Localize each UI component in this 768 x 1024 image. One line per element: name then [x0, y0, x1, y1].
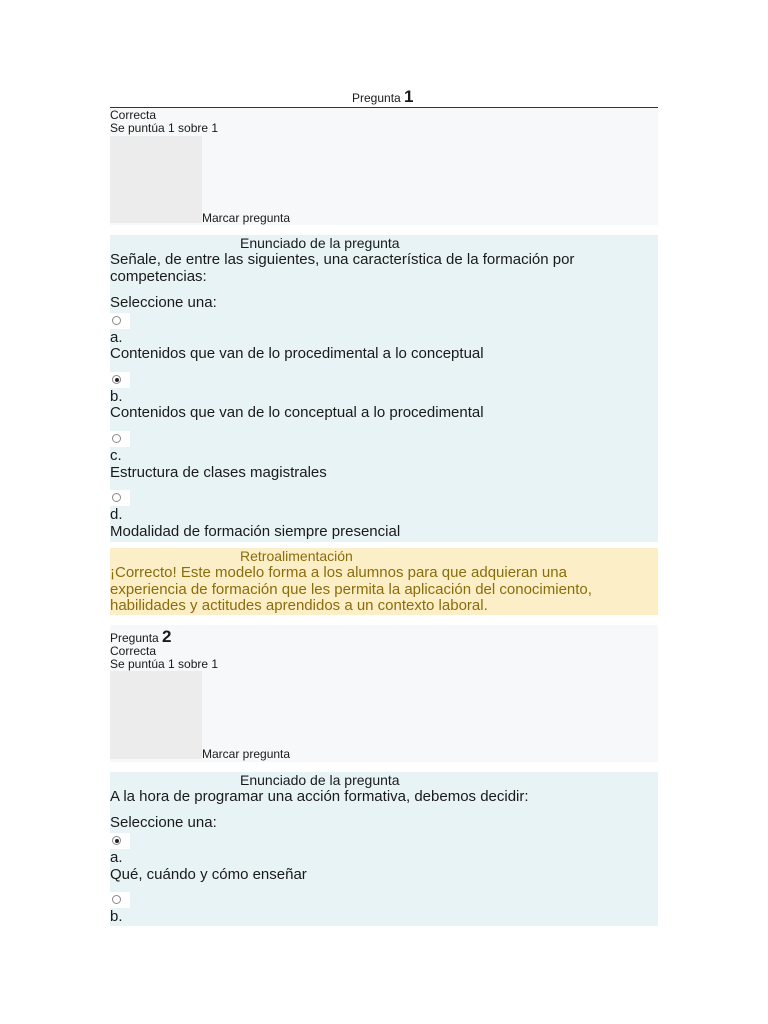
- stem-heading: Enunciado de la pregunta: [240, 235, 400, 251]
- select-prompt: Seleccione una:: [110, 814, 217, 831]
- flag-icon[interactable]: [110, 671, 202, 759]
- option-b-letter: b.: [110, 908, 123, 925]
- flag-question-link[interactable]: Marcar pregunta: [202, 747, 291, 761]
- radio-button-icon[interactable]: [112, 316, 121, 325]
- radio-button-selected-icon[interactable]: [112, 375, 121, 384]
- question-state: Correcta: [110, 108, 157, 122]
- question-stem: A la hora de programar una acción formativa, debemos decidir:: [110, 788, 529, 805]
- question-grade: Se puntúa 1 sobre 1: [110, 121, 219, 135]
- option-a-radio-holder[interactable]: [110, 313, 130, 329]
- select-prompt: Seleccione una:: [110, 294, 217, 311]
- option-c-text[interactable]: Estructura de clases magistrales: [110, 464, 327, 481]
- option-d-text[interactable]: Modalidad de formación siempre presencial: [110, 523, 401, 540]
- radio-button-icon[interactable]: [112, 895, 121, 904]
- flag-icon[interactable]: [110, 136, 202, 223]
- question-1-info: [110, 108, 658, 225]
- option-a-text[interactable]: Contenidos que van de lo procedimental a lo conceptual: [110, 345, 484, 362]
- question-1-content: [110, 235, 658, 542]
- option-a-text[interactable]: Qué, cuándo y cómo enseñar: [110, 866, 307, 883]
- question-stem: Señale, de entre las siguientes, una característica de la formación por competencias:: [110, 251, 575, 285]
- option-d-letter: d.: [110, 506, 123, 523]
- question-label: Pregunta: [110, 631, 159, 645]
- question-number: 2: [162, 627, 172, 646]
- question-number: 1: [404, 87, 414, 106]
- option-c-letter: c.: [110, 447, 122, 464]
- option-b-text[interactable]: Contenidos que van de lo conceptual a lo procedimental: [110, 404, 484, 421]
- question-state: Correcta: [110, 644, 157, 658]
- radio-button-icon[interactable]: [112, 493, 121, 502]
- radio-button-selected-icon[interactable]: [112, 836, 121, 845]
- option-b-radio-holder[interactable]: [110, 372, 130, 388]
- option-a-letter: a.: [110, 849, 123, 866]
- radio-button-icon[interactable]: [112, 434, 121, 443]
- option-a-radio-holder[interactable]: [110, 833, 130, 849]
- option-d-radio-holder[interactable]: [110, 490, 130, 506]
- flag-question-link[interactable]: Marcar pregunta: [202, 211, 291, 225]
- question-grade: Se puntúa 1 sobre 1: [110, 657, 219, 671]
- question-1-feedback: [110, 548, 658, 615]
- question-1-title: [352, 87, 414, 107]
- option-b-radio-holder[interactable]: [110, 892, 130, 908]
- option-c-radio-holder[interactable]: [110, 431, 130, 447]
- question-2-info: [110, 625, 658, 762]
- option-a-letter: a.: [110, 329, 123, 346]
- question-2-content: [110, 772, 658, 926]
- feedback-heading: Retroalimentación: [240, 548, 353, 564]
- stem-heading: Enunciado de la pregunta: [240, 772, 400, 788]
- question-label: Pregunta: [352, 91, 401, 105]
- option-b-letter: b.: [110, 388, 123, 405]
- feedback-text: ¡Correcto! Este modelo forma a los alumnos para que adquieran una experiencia de formación que les permita la aplicación del conocimiento, habilidades y actitudes aprendidos a un contexto laboral.: [110, 564, 592, 614]
